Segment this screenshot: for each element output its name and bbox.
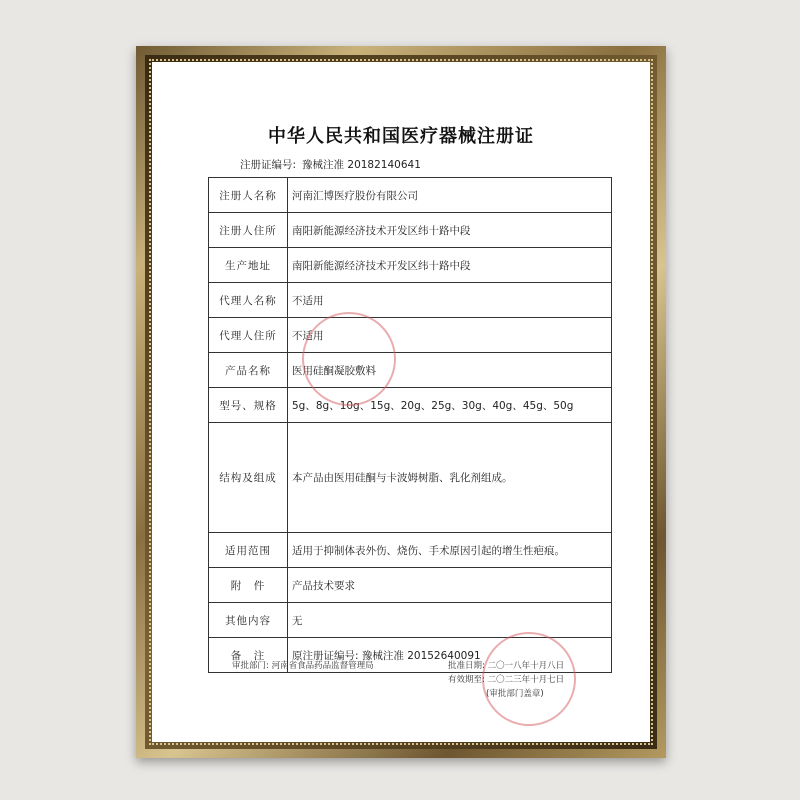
certificate-title: 中华人民共和国医疗器械注册证 (268, 126, 534, 147)
certificate-row (209, 353, 612, 388)
certificate-row (209, 603, 612, 638)
registration-number-value: 豫械注准 20182140641 (302, 159, 421, 171)
row-label: 型号、规格 (209, 388, 288, 423)
certificate-row (209, 248, 612, 283)
row-value: 南阳新能源经济技术开发区纬十路中段 (288, 213, 612, 248)
row-value: 河南汇博医疗股份有限公司 (288, 178, 612, 213)
certificate-row (209, 178, 612, 213)
certificate-paper (152, 62, 650, 742)
row-label: 注册人名称 (209, 178, 288, 213)
row-label: 注册人住所 (209, 213, 288, 248)
certificate-row (209, 533, 612, 568)
row-value: 南阳新能源经济技术开发区纬十路中段 (288, 248, 612, 283)
row-label: 附 件 (209, 568, 288, 603)
certificate-row (209, 388, 612, 423)
row-label: 产品名称 (209, 353, 288, 388)
row-label: 备 注 (209, 638, 288, 673)
certificate-table (208, 177, 612, 673)
valid-until-date: 有效期至: 二〇二三年十月七日 (448, 675, 565, 685)
row-value: 无 (288, 603, 612, 638)
row-value: 本产品由医用硅酮与卡波姆树脂、乳化剂组成。 (288, 423, 612, 533)
row-value: 适用于抑制体表外伤、烧伤、手术原因引起的增生性疤痕。 (288, 533, 612, 568)
approval-department: 审批部门: 河南省食品药品监督管理局 (232, 661, 374, 671)
row-value: 产品技术要求 (288, 568, 612, 603)
row-label: 其他内容 (209, 603, 288, 638)
registration-number-line (240, 157, 421, 172)
row-label: 适用范围 (209, 533, 288, 568)
row-value: 不适用 (288, 283, 612, 318)
registration-number-label: 注册证编号: (240, 159, 297, 171)
certificate-row (209, 423, 612, 533)
certificate-row (209, 283, 612, 318)
certificate-row (209, 568, 612, 603)
row-value: 医用硅酮凝胶敷料 (288, 353, 612, 388)
red-seal-stamp (302, 312, 396, 406)
row-value: 原注册证编号: 豫械注准 20152640091 (288, 638, 612, 673)
row-value: 不适用 (288, 318, 612, 353)
row-label: 代理人住所 (209, 318, 288, 353)
seal-note: (审批部门盖章) (486, 689, 544, 699)
row-label: 生产地址 (209, 248, 288, 283)
row-label: 结构及组成 (209, 423, 288, 533)
row-value: 5g、8g、10g、15g、20g、25g、30g、40g、45g、50g (288, 388, 612, 423)
certificate-row (209, 318, 612, 353)
approval-date: 批准日期: 二〇一八年十月八日 (448, 661, 565, 671)
row-label: 代理人名称 (209, 283, 288, 318)
certificate-row (209, 213, 612, 248)
